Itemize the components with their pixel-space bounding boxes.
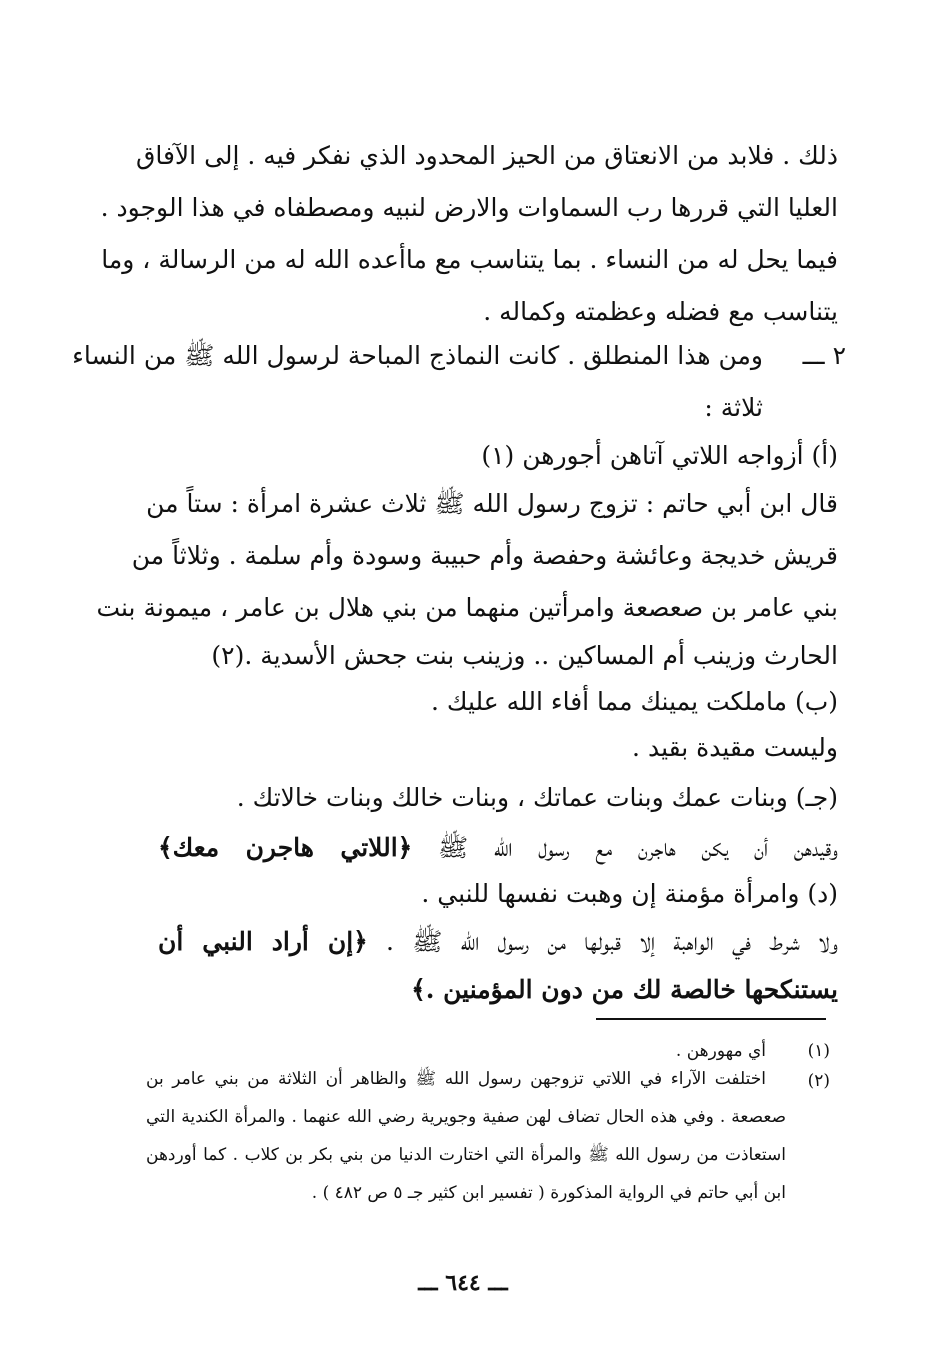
section-c-heading: (جـ) وبنات عمك وبنات عماتك ، وبنات خالك وبنات خالاتك . [236, 783, 838, 812]
section-c-note [158, 822, 838, 874]
body-line: فيما يحل له من النساء . بما يتناسب مع ماأعده الله له من الرسالة ، وما [101, 245, 838, 274]
footnote-text: أي مهورهن . [675, 1041, 766, 1061]
section-b-heading: (ب) ماملكت يمينك مما أفاء الله عليك . [431, 687, 838, 716]
quran-quote: ﴿إن أراد النبي أن [158, 927, 368, 956]
footnote-line: اختلفت الآراء في اللاتي تزوجهن رسول الله ﷺ والظاهر أن الثلاثة من بني عامر بن [146, 1069, 766, 1089]
page-number: ـــ ٦٤٤ ـــ [418, 1270, 508, 1296]
section-c-note-plain: وقيدهن أن يكن هاجرن مع رسول الله ﷺ [437, 833, 838, 862]
footnote-number: (١) [807, 1041, 830, 1061]
body-line: ذلك . فلابد من الانعتاق من الحيز المحدود الذي نفكر فيه . إلى الآفاق [135, 141, 838, 170]
quote-line: بني عامر بن صعصعة وامرأتين منهما من بني هلال بن عامر ، ميمونة بنت [96, 593, 838, 622]
quote-line: قريش خديجة وعائشة وحفصة وأم حبيبة وسودة وأم سلمة . وثلاثاً من [131, 541, 838, 570]
footnote-separator [596, 1018, 826, 1020]
section-b-note: وليست مقيدة بقيد . [632, 733, 838, 762]
footnote-line: صعصعة . وفي هذه الحال تضاف لهن صفية وجويرية رضي الله عنهما . والمرأة الكندية التي [146, 1107, 786, 1127]
quran-quote-line: يستنكحها خالصة لك من دون المؤمنين .﴾ [411, 975, 838, 1004]
section-d-note [158, 916, 838, 968]
section-d-heading: (د) وامرأة مؤمنة إن وهبت نفسها للنبي . [421, 879, 838, 908]
quran-quote: ﴿اللاتي هاجرن معك﴾ [158, 833, 413, 862]
point2-line: ثلاثة : [704, 393, 763, 422]
quote-line: الحارث وزينب أم المساكين .. وزينب بنت جحش الأسدية .(٢) [211, 641, 838, 670]
point2-line: ومن هذا المنطلق . كانت النماذج المباحة لرسول الله ﷺ من النساء [72, 341, 763, 370]
footnote-line: ابن أبي حاتم في الرواية المذكورة ( تفسير ابن كثير جـ ٥ ص ٤٨٢ ) . [311, 1183, 786, 1203]
section-a-heading: (أ) أزواجه اللاتي آتاهن أجورهن (١) [481, 441, 838, 470]
footnote-line: استعاذت من رسول الله ﷺ والمرأة التي اختارت الدنيا من بني بكر بن كلاب . كما أوردهن [146, 1145, 786, 1165]
section-d-note-plain: ولا شرط في الواهبة إلا قبولها من رسول الله ﷺ . [386, 927, 838, 956]
footnote-number: (٢) [807, 1071, 830, 1091]
quote-line: قال ابن أبي حاتم : تزوج رسول الله ﷺ ثلاث عشرة امرأة : ستاً من [146, 489, 838, 518]
body-line: العليا التي قررها رب السماوات والارض لنبيه ومصطفاه في هذا الوجود . [100, 193, 838, 222]
point-number: ٢ ـــ [802, 341, 846, 370]
body-line: يتناسب مع فضله وعظمته وكماله . [483, 297, 838, 326]
